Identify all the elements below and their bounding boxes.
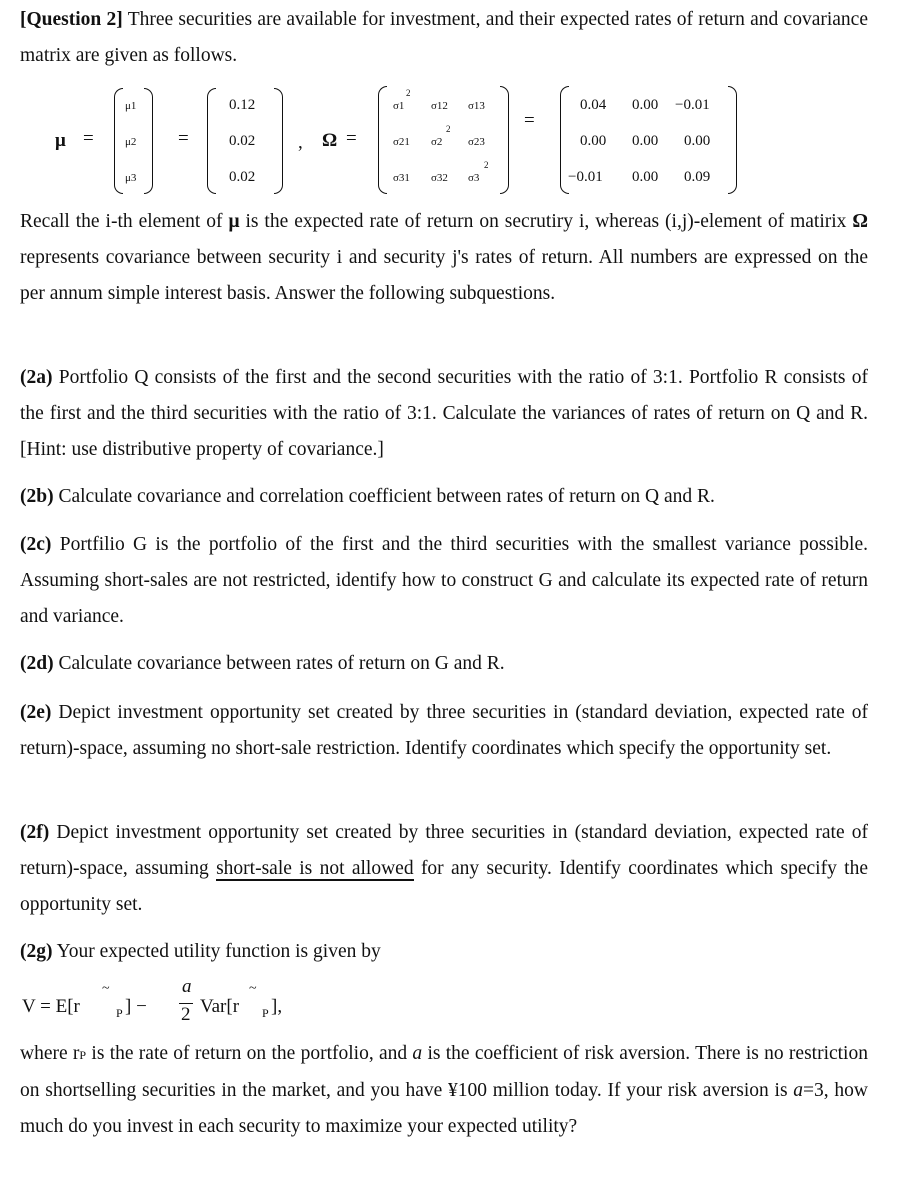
subquestion-2c xyxy=(20,527,868,635)
omega-symbol: Ω xyxy=(322,130,338,151)
subquestion-text: Calculate covariance and correlation coefficient between rates of return on Q and R. xyxy=(58,486,715,507)
formula-lhs: V = E[r xyxy=(22,996,80,1017)
where-paragraph xyxy=(20,1036,868,1145)
sigma-21: σ21 xyxy=(393,136,410,148)
squared-exponent: 2 xyxy=(484,160,489,170)
equals-sign: = xyxy=(524,110,535,131)
risk-aversion-symbol: a xyxy=(793,1080,804,1101)
subquestion-label: (2b) xyxy=(20,486,54,507)
tilde-mark: ~ xyxy=(249,981,257,996)
omega-value-13: −0.01 xyxy=(675,97,710,113)
risk-aversion-symbol: a xyxy=(412,1043,423,1064)
omega-value-22: 0.00 xyxy=(632,133,659,149)
mu-value-1: 0.12 xyxy=(229,97,256,113)
left-bracket xyxy=(207,88,216,194)
sigma-23: σ23 xyxy=(468,136,485,148)
right-bracket xyxy=(728,86,737,194)
right-bracket xyxy=(500,86,509,194)
subquestion-2a xyxy=(20,360,868,468)
tilde-mark: ~ xyxy=(102,981,110,996)
subquestion-text: Depict investment opportunity set created by three securities in (standard deviation, expected rate of return)-space, assuming no short-sale restriction. Identify coordinates which specify the opportunity set. xyxy=(20,702,869,759)
subscript-p: P xyxy=(262,1006,269,1020)
subquestion-label: (2d) xyxy=(20,653,54,674)
squared-exponent: 2 xyxy=(406,88,411,98)
equals-sign: = xyxy=(83,128,94,149)
mu-value-3: 0.02 xyxy=(229,169,256,185)
fraction-numerator: a xyxy=(182,976,192,997)
recall-text-1: Recall the i-th element of xyxy=(20,211,229,232)
omega-value-33: 0.09 xyxy=(684,169,711,185)
subquestion-text: Portfolio Q consists of the first and the second securities with the ratio of 3:1. Portfolio R consists of the first and the third securities with the ratio of 3:1. Calculate the variances of rates of return on Q and R. [Hint: use distributive property of covariance.] xyxy=(20,367,869,460)
formula-var: Var[r xyxy=(200,996,240,1017)
subquestion-2f xyxy=(20,815,868,923)
formula-close: ], xyxy=(271,996,283,1017)
math-block xyxy=(0,82,910,194)
where-text: =3, how much do you invest in each security to maximize your expected utility? xyxy=(20,1080,868,1137)
subquestion-text: for any security. Identify coordinates which specify the opportunity set. xyxy=(20,858,868,915)
recall-paragraph xyxy=(20,204,868,312)
right-bracket xyxy=(144,88,153,194)
sigma-31: σ31 xyxy=(393,172,410,184)
sigma-32: σ32 xyxy=(431,172,448,184)
question-intro xyxy=(20,2,868,74)
subquestion-text: Calculate covariance between rates of return on G and R. xyxy=(58,653,505,674)
where-text: is the coefficient of risk aversion. There is no restriction on shortselling securities in the market, and you have ¥100 million today. If your risk aversion is xyxy=(20,1043,868,1101)
subquestion-label: (2c) xyxy=(20,534,52,555)
sigma-13: σ13 xyxy=(468,100,485,112)
subquestion-label: (2a) xyxy=(20,367,53,388)
comma: , xyxy=(298,132,303,153)
sigma-22: σ2 xyxy=(431,136,443,148)
sigma-11: σ1 xyxy=(393,100,405,112)
subquestion-label: (2f) xyxy=(20,822,50,843)
subquestion-label: (2e) xyxy=(20,702,52,723)
formula-close: ] − xyxy=(125,996,147,1017)
subscript-p: P xyxy=(116,1006,123,1020)
subscript-p: P xyxy=(79,1048,87,1062)
underlined-text: short-sale is not allowed xyxy=(216,858,414,879)
subquestion-2g xyxy=(20,934,868,970)
squared-exponent: 2 xyxy=(446,124,451,134)
subquestion-2b xyxy=(20,479,868,515)
mu-value-2: 0.02 xyxy=(229,133,256,149)
recall-text-3: represents covariance between security i and security j's rates of return. All numbers are expressed on the per annum simple interest basis. Answer the following subquestions. xyxy=(20,247,868,304)
question-intro-text: Three securities are available for investment, and their expected rates of return and covariance matrix are given as follows. xyxy=(20,9,868,66)
sigma-12: σ12 xyxy=(431,100,448,112)
mu-symbol: μ xyxy=(55,130,66,151)
sigma-33: σ3 xyxy=(468,172,480,184)
subquestion-text: Portfilio G is the portfolio of the first and the third securities with the smallest variance possible. Assuming short-sales are not restricted, identify how to construct G and calculate its expected rate of return and variance. xyxy=(20,534,868,627)
subquestion-label: (2g) xyxy=(20,941,53,962)
right-bracket xyxy=(274,88,283,194)
mu-1: μ1 xyxy=(125,100,137,112)
mu-symbol: μ xyxy=(228,211,240,232)
fraction-denominator: 2 xyxy=(181,1004,191,1025)
equals-sign: = xyxy=(346,128,357,149)
omega-value-21: 0.00 xyxy=(580,133,607,149)
where-text: is the rate of return on the portfolio, and xyxy=(86,1043,413,1064)
subquestion-2d xyxy=(20,646,868,682)
question-label: [Question 2] xyxy=(20,9,123,30)
left-bracket xyxy=(378,86,387,194)
mu-2: μ2 xyxy=(125,136,137,148)
omega-value-32: 0.00 xyxy=(632,169,659,185)
equals-sign: = xyxy=(178,128,189,149)
left-bracket xyxy=(114,88,123,194)
omega-value-12: 0.00 xyxy=(632,97,659,113)
mu-3: μ3 xyxy=(125,172,137,184)
recall-text-2: is the expected rate of return on secrutiry i, whereas (i,j)-element of matirix xyxy=(239,211,853,232)
subquestion-2e xyxy=(20,695,868,767)
subquestion-text: Your expected utility function is given by xyxy=(56,941,381,962)
subquestion-text: Depict investment opportunity set created by three securities in (standard deviation, expected rate of return)-space, assuming xyxy=(20,822,869,879)
omega-symbol: Ω xyxy=(852,211,869,232)
omega-value-31: −0.01 xyxy=(568,169,603,185)
omega-value-23: 0.00 xyxy=(684,133,711,149)
where-text: where r xyxy=(20,1043,80,1064)
omega-value-11: 0.04 xyxy=(580,97,607,113)
utility-formula xyxy=(22,976,422,1042)
